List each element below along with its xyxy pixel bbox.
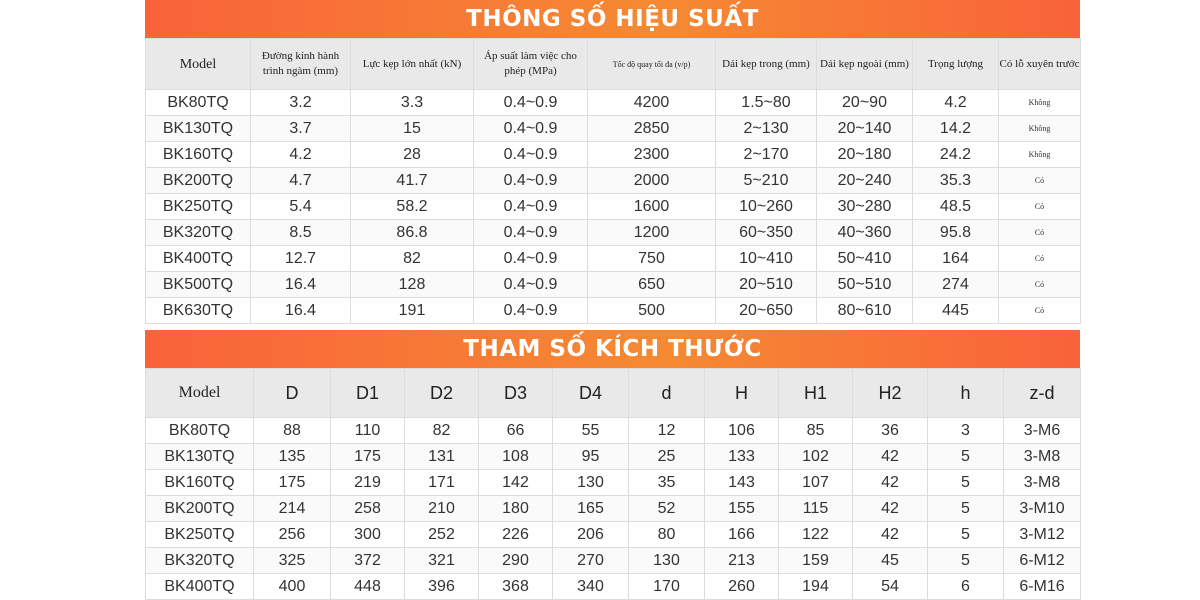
table-row — [146, 522, 1081, 548]
table-cell: 372 — [331, 548, 405, 574]
table-cell: 171 — [405, 470, 479, 496]
table-cell: 0.4~0.9 — [474, 298, 588, 324]
table-cell: 165 — [553, 496, 629, 522]
table-cell: Có — [999, 246, 1081, 272]
table-cell: 5 — [928, 496, 1004, 522]
table-cell: 5~210 — [716, 168, 817, 194]
dimensions-header-cell: D1 — [331, 369, 405, 418]
table-cell: 500 — [588, 298, 716, 324]
table-cell: 82 — [405, 418, 479, 444]
table-cell: 445 — [913, 298, 999, 324]
table-row — [146, 90, 1081, 116]
table-cell: 42 — [853, 522, 928, 548]
table-cell: 1600 — [588, 194, 716, 220]
table-cell: 135 — [254, 444, 331, 470]
table-cell: 164 — [913, 246, 999, 272]
performance-header-cell: Model — [146, 39, 251, 90]
table-cell: 88 — [254, 418, 331, 444]
table-cell: 130 — [553, 470, 629, 496]
table-cell: 15 — [351, 116, 474, 142]
table-cell: 0.4~0.9 — [474, 90, 588, 116]
table-cell: 1.5~80 — [716, 90, 817, 116]
table-cell: 3.7 — [251, 116, 351, 142]
model-cell: BK320TQ — [146, 220, 251, 246]
dimensions-header-cell: z-d — [1004, 369, 1081, 418]
table-cell: 20~180 — [817, 142, 913, 168]
table-cell: 14.2 — [913, 116, 999, 142]
dimensions-table — [145, 368, 1081, 600]
table-cell: 106 — [705, 418, 779, 444]
table-cell: 210 — [405, 496, 479, 522]
model-cell: BK250TQ — [146, 194, 251, 220]
table-cell: 340 — [553, 574, 629, 600]
table-cell: 2000 — [588, 168, 716, 194]
table-cell: 42 — [853, 496, 928, 522]
table-cell: 750 — [588, 246, 716, 272]
table-row — [146, 444, 1081, 470]
table-cell: 206 — [553, 522, 629, 548]
model-cell: BK200TQ — [146, 496, 254, 522]
dimensions-header-row — [146, 369, 1081, 418]
table-cell: 6-M16 — [1004, 574, 1081, 600]
table-cell: 24.2 — [913, 142, 999, 168]
table-cell: 20~140 — [817, 116, 913, 142]
table-cell: 86.8 — [351, 220, 474, 246]
table-row — [146, 220, 1081, 246]
dimensions-header-cell: H — [705, 369, 779, 418]
table-cell: 20~240 — [817, 168, 913, 194]
dimensions-body — [146, 418, 1081, 600]
table-cell: 3.2 — [251, 90, 351, 116]
table-cell: 131 — [405, 444, 479, 470]
table-cell: 28 — [351, 142, 474, 168]
table-cell: 80 — [629, 522, 705, 548]
table-cell: 25 — [629, 444, 705, 470]
table-cell: 0.4~0.9 — [474, 272, 588, 298]
table-cell: Không — [999, 90, 1081, 116]
performance-header-cell: Dải kẹp trong (mm) — [716, 39, 817, 90]
table-cell: 85 — [779, 418, 853, 444]
table-cell: 368 — [479, 574, 553, 600]
table-cell: 133 — [705, 444, 779, 470]
table-cell: 252 — [405, 522, 479, 548]
table-row — [146, 272, 1081, 298]
table-cell: 0.4~0.9 — [474, 194, 588, 220]
table-cell: 40~360 — [817, 220, 913, 246]
dimensions-header-cell: D4 — [553, 369, 629, 418]
table-cell: 4.2 — [913, 90, 999, 116]
table-cell: 142 — [479, 470, 553, 496]
table-cell: Không — [999, 116, 1081, 142]
table-cell: 35.3 — [913, 168, 999, 194]
table-cell: 180 — [479, 496, 553, 522]
table-cell: 130 — [629, 548, 705, 574]
table-cell: 3-M12 — [1004, 522, 1081, 548]
table-cell: 30~280 — [817, 194, 913, 220]
table-cell: 4.2 — [251, 142, 351, 168]
table-cell: 108 — [479, 444, 553, 470]
performance-body — [146, 90, 1081, 324]
table-cell: 128 — [351, 272, 474, 298]
table-cell: 95.8 — [913, 220, 999, 246]
dimensions-header-cell: D3 — [479, 369, 553, 418]
table-cell: 10~410 — [716, 246, 817, 272]
table-cell: 2~130 — [716, 116, 817, 142]
table-cell: 20~90 — [817, 90, 913, 116]
performance-header-cell: Trọng lượng — [913, 39, 999, 90]
table-cell: 48.5 — [913, 194, 999, 220]
table-cell: 448 — [331, 574, 405, 600]
table-cell: 66 — [479, 418, 553, 444]
table-cell: 175 — [254, 470, 331, 496]
table-cell: 650 — [588, 272, 716, 298]
table-cell: 270 — [553, 548, 629, 574]
model-cell: BK80TQ — [146, 418, 254, 444]
table-cell: 80~610 — [817, 298, 913, 324]
table-cell: 122 — [779, 522, 853, 548]
dimensions-header-cell: H2 — [853, 369, 928, 418]
table-cell: 3 — [928, 418, 1004, 444]
table-row — [146, 142, 1081, 168]
table-cell: Có — [999, 220, 1081, 246]
table-cell: Có — [999, 272, 1081, 298]
model-cell: BK80TQ — [146, 90, 251, 116]
table-cell: 36 — [853, 418, 928, 444]
table-cell: 60~350 — [716, 220, 817, 246]
table-cell: 3-M8 — [1004, 470, 1081, 496]
table-row — [146, 298, 1081, 324]
table-cell: 6-M12 — [1004, 548, 1081, 574]
table-cell: 10~260 — [716, 194, 817, 220]
table-cell: 110 — [331, 418, 405, 444]
table-cell: 52 — [629, 496, 705, 522]
table-cell: Có — [999, 168, 1081, 194]
table-cell: 2850 — [588, 116, 716, 142]
table-cell: 191 — [351, 298, 474, 324]
performance-header-cell: Đường kính hành trình ngàm (mm) — [251, 39, 351, 90]
table-cell: 5 — [928, 548, 1004, 574]
table-cell: 0.4~0.9 — [474, 116, 588, 142]
table-cell: 20~510 — [716, 272, 817, 298]
table-cell: 2300 — [588, 142, 716, 168]
model-cell: BK250TQ — [146, 522, 254, 548]
table-cell: 274 — [913, 272, 999, 298]
table-cell: 12.7 — [251, 246, 351, 272]
dimensions-header-cell: H1 — [779, 369, 853, 418]
table-cell: 213 — [705, 548, 779, 574]
table-cell: 107 — [779, 470, 853, 496]
table-cell: 159 — [779, 548, 853, 574]
model-cell: BK400TQ — [146, 574, 254, 600]
table-row — [146, 194, 1081, 220]
dimensions-header-cell: Model — [146, 369, 254, 418]
table-cell: 45 — [853, 548, 928, 574]
performance-section — [145, 0, 1080, 324]
table-cell: 102 — [779, 444, 853, 470]
table-cell: 58.2 — [351, 194, 474, 220]
table-row — [146, 548, 1081, 574]
table-cell: 20~650 — [716, 298, 817, 324]
table-cell: 0.4~0.9 — [474, 246, 588, 272]
table-row — [146, 246, 1081, 272]
table-cell: 400 — [254, 574, 331, 600]
table-cell: 325 — [254, 548, 331, 574]
table-row — [146, 418, 1081, 444]
table-cell: 219 — [331, 470, 405, 496]
performance-header-cell: Lực kẹp lớn nhất (kN) — [351, 39, 474, 90]
performance-table — [145, 38, 1081, 324]
dimensions-section — [145, 330, 1080, 600]
table-cell: Có — [999, 298, 1081, 324]
table-cell: 41.7 — [351, 168, 474, 194]
table-cell: 50~410 — [817, 246, 913, 272]
table-cell: 35 — [629, 470, 705, 496]
table-row — [146, 574, 1081, 600]
table-cell: 396 — [405, 574, 479, 600]
table-cell: 3.3 — [351, 90, 474, 116]
model-cell: BK400TQ — [146, 246, 251, 272]
table-cell: 226 — [479, 522, 553, 548]
table-cell: 258 — [331, 496, 405, 522]
model-cell: BK160TQ — [146, 142, 251, 168]
table-cell: 290 — [479, 548, 553, 574]
dimensions-header-cell: D — [254, 369, 331, 418]
performance-title: THÔNG SỐ HIỆU SUẤT — [145, 0, 1080, 38]
table-row — [146, 116, 1081, 142]
table-cell: 82 — [351, 246, 474, 272]
table-cell: 170 — [629, 574, 705, 600]
table-cell: 50~510 — [817, 272, 913, 298]
table-cell: 3-M8 — [1004, 444, 1081, 470]
table-cell: 321 — [405, 548, 479, 574]
model-cell: BK160TQ — [146, 470, 254, 496]
table-cell: Không — [999, 142, 1081, 168]
table-row — [146, 168, 1081, 194]
performance-header-cell: Dải kẹp ngoài (mm) — [817, 39, 913, 90]
performance-header-cell: Tốc độ quay tối đa (v/p) — [588, 39, 716, 90]
table-cell: 5 — [928, 470, 1004, 496]
table-cell: 3-M10 — [1004, 496, 1081, 522]
table-cell: Có — [999, 194, 1081, 220]
table-cell: 155 — [705, 496, 779, 522]
table-cell: 12 — [629, 418, 705, 444]
table-cell: 300 — [331, 522, 405, 548]
table-cell: 8.5 — [251, 220, 351, 246]
performance-header-row — [146, 39, 1081, 90]
table-cell: 194 — [779, 574, 853, 600]
model-cell: BK630TQ — [146, 298, 251, 324]
table-cell: 0.4~0.9 — [474, 142, 588, 168]
performance-header-cell: Áp suất làm việc cho phép (MPa) — [474, 39, 588, 90]
table-cell: 16.4 — [251, 272, 351, 298]
table-cell: 0.4~0.9 — [474, 168, 588, 194]
model-cell: BK130TQ — [146, 444, 254, 470]
table-cell: 0.4~0.9 — [474, 220, 588, 246]
table-cell: 1200 — [588, 220, 716, 246]
table-cell: 54 — [853, 574, 928, 600]
table-cell: 42 — [853, 470, 928, 496]
table-cell: 214 — [254, 496, 331, 522]
dimensions-header-cell: D2 — [405, 369, 479, 418]
table-cell: 2~170 — [716, 142, 817, 168]
dimensions-title: THAM SỐ KÍCH THƯỚC — [145, 330, 1080, 368]
table-cell: 6 — [928, 574, 1004, 600]
table-cell: 55 — [553, 418, 629, 444]
table-cell: 143 — [705, 470, 779, 496]
table-cell: 5 — [928, 522, 1004, 548]
table-cell: 260 — [705, 574, 779, 600]
table-cell: 3-M6 — [1004, 418, 1081, 444]
table-cell: 42 — [853, 444, 928, 470]
table-cell: 5 — [928, 444, 1004, 470]
model-cell: BK500TQ — [146, 272, 251, 298]
table-cell: 166 — [705, 522, 779, 548]
model-cell: BK200TQ — [146, 168, 251, 194]
table-cell: 5.4 — [251, 194, 351, 220]
dimensions-header-cell: d — [629, 369, 705, 418]
table-row — [146, 470, 1081, 496]
table-cell: 4200 — [588, 90, 716, 116]
table-cell: 95 — [553, 444, 629, 470]
model-cell: BK320TQ — [146, 548, 254, 574]
table-cell: 175 — [331, 444, 405, 470]
model-cell: BK130TQ — [146, 116, 251, 142]
table-row — [146, 496, 1081, 522]
table-cell: 16.4 — [251, 298, 351, 324]
dimensions-header-cell: h — [928, 369, 1004, 418]
table-cell: 256 — [254, 522, 331, 548]
performance-header-cell: Có lỗ xuyên trước — [999, 39, 1081, 90]
table-cell: 4.7 — [251, 168, 351, 194]
table-cell: 115 — [779, 496, 853, 522]
